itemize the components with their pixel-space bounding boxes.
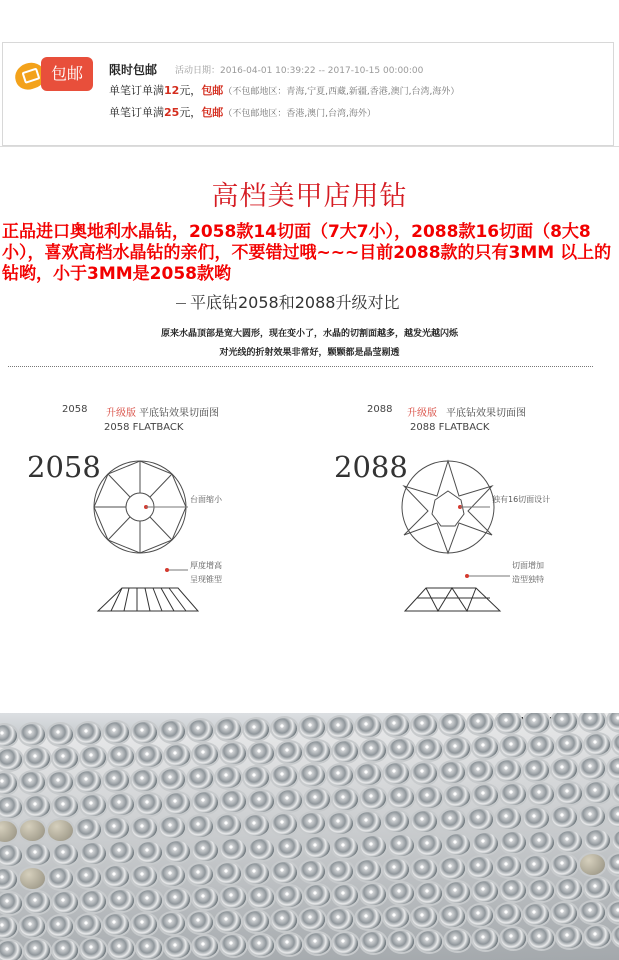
crystal-stone bbox=[417, 835, 442, 856]
rule-suffix: 元， bbox=[179, 106, 202, 119]
crystal-stone bbox=[557, 831, 582, 852]
crystal-stone bbox=[417, 931, 442, 952]
crystal-stone bbox=[361, 740, 386, 761]
crystal-stone bbox=[468, 905, 493, 926]
crystal-stone bbox=[328, 909, 353, 930]
crystal-stone bbox=[48, 772, 73, 793]
rule-note: （不包邮地区：青海,宁夏,西藏,新疆,香港,澳门,台湾,海外） bbox=[223, 87, 460, 97]
crystal-stone bbox=[552, 903, 577, 924]
crystal-stone bbox=[53, 748, 78, 769]
crystal-stone bbox=[81, 843, 106, 864]
crystal-stone bbox=[244, 815, 269, 836]
crystal-stone bbox=[160, 817, 185, 838]
crystal-stone bbox=[333, 789, 358, 810]
diagram-caption: 平底钻效果切面图 bbox=[446, 408, 526, 419]
crystal-stone bbox=[277, 742, 302, 763]
heading-mark bbox=[176, 303, 186, 304]
crystal-stone bbox=[445, 786, 470, 807]
rule-prefix: 单笔订单满 bbox=[109, 84, 164, 97]
crystal-stone bbox=[356, 764, 381, 785]
crystal-stone bbox=[193, 792, 218, 813]
crystal-stone bbox=[160, 865, 185, 886]
crystal-stone bbox=[445, 882, 470, 903]
crystal-stone bbox=[193, 840, 218, 861]
crystal-stone bbox=[529, 928, 554, 949]
crystal-stone bbox=[333, 837, 358, 858]
crystal-stone bbox=[249, 791, 274, 812]
crystal-stone bbox=[53, 796, 78, 817]
rule-suffix: 元， bbox=[179, 84, 202, 97]
crystal-stone bbox=[249, 839, 274, 860]
crystal-cut-diagrams bbox=[0, 390, 619, 635]
crystal-stone bbox=[81, 891, 106, 912]
diagram-code-small: 2058 bbox=[62, 404, 88, 415]
crystal-stone bbox=[473, 785, 498, 806]
crystal-stone bbox=[356, 908, 381, 929]
crystal-stone bbox=[328, 717, 353, 738]
crystal-stone bbox=[440, 810, 465, 831]
diagram-code-small: 2088 bbox=[367, 404, 393, 415]
crystal-stone bbox=[137, 842, 162, 863]
crystal-stone bbox=[333, 885, 358, 906]
diagram-note-3: 呈现锥型 bbox=[190, 575, 222, 584]
diagram-note-2: 切面增加 bbox=[512, 561, 544, 570]
crystal-stone bbox=[473, 929, 498, 950]
comparison-heading bbox=[176, 290, 468, 313]
crystal-stone bbox=[552, 855, 577, 876]
crystal-stone bbox=[188, 720, 213, 741]
crystal-stone bbox=[445, 834, 470, 855]
comparison-heading-text: 平底钻2058和2088升级对比 bbox=[190, 293, 400, 312]
crystal-stone bbox=[76, 915, 101, 936]
crystal-stone bbox=[333, 741, 358, 762]
crystal-stone bbox=[81, 747, 106, 768]
crystal-stone bbox=[557, 927, 582, 948]
promo-date: 活动日期：2016-04-01 10:39:22 -- 2017-10-15 00:00:00 bbox=[175, 66, 424, 76]
red-pointer-dot bbox=[165, 568, 169, 572]
crystal-stone bbox=[249, 743, 274, 764]
diagram-note-2: 厚度增高 bbox=[190, 561, 222, 570]
crystal-stone bbox=[412, 811, 437, 832]
diagram-note-3: 造型独特 bbox=[512, 575, 544, 584]
crystal-stone bbox=[440, 906, 465, 927]
crystal-stone bbox=[272, 814, 297, 835]
crystal-stone bbox=[473, 737, 498, 758]
crystal-stone bbox=[76, 771, 101, 792]
crystal-2088-side-view bbox=[405, 588, 500, 611]
crystal-stone bbox=[132, 866, 157, 887]
crystal-stone bbox=[76, 867, 101, 888]
crystal-stone bbox=[188, 768, 213, 789]
crystal-product-photo bbox=[0, 713, 619, 960]
crystal-stone bbox=[53, 844, 78, 865]
crystal-stone bbox=[48, 916, 73, 937]
crystal-stone bbox=[445, 738, 470, 759]
crystal-stone bbox=[160, 721, 185, 742]
comparison-description-1: 原来水晶顶部是宽大圆形，现在变小了，水晶的切割面越多，越发光越闪烁 bbox=[160, 329, 458, 339]
crystal-stone bbox=[468, 857, 493, 878]
crystal-stone bbox=[333, 933, 358, 954]
crystal-stone bbox=[165, 793, 190, 814]
product-description: 正品进口奥地利水晶钻，2058款14切面（7大7小），2088款16切面（8大8小），喜欢高档水晶钻的亲们，不要错过哦~~~目前2088款的只有3MM 以上的钻哟，小于3MM是2058款哟 bbox=[2, 222, 612, 284]
free-shipping-badge bbox=[15, 57, 93, 91]
crystal-stone bbox=[249, 935, 274, 956]
crystal-stone bbox=[328, 861, 353, 882]
rule-note: （不包邮地区：香港,澳门,台湾,海外） bbox=[223, 109, 376, 119]
crystal-stone bbox=[137, 794, 162, 815]
flatback-label: 2088 FLATBACK bbox=[410, 422, 490, 433]
crystal-stone bbox=[277, 790, 302, 811]
dotted-divider bbox=[8, 366, 593, 367]
rule-amount: 12 bbox=[164, 84, 180, 97]
badge-label: 包邮 bbox=[41, 57, 93, 91]
upgrade-label: 升级版 bbox=[106, 408, 136, 419]
crystal-stone bbox=[165, 745, 190, 766]
crystal-stone bbox=[361, 836, 386, 857]
crystal-stone bbox=[165, 841, 190, 862]
crystal-stone bbox=[473, 881, 498, 902]
crystal-stone bbox=[440, 858, 465, 879]
upgrade-label: 升级版 bbox=[407, 408, 437, 419]
crystal-stone bbox=[132, 914, 157, 935]
crystal-stone bbox=[188, 912, 213, 933]
crystal-stone bbox=[160, 769, 185, 790]
red-pointer-dot bbox=[465, 574, 469, 578]
crystal-stone bbox=[137, 746, 162, 767]
crystal-stone bbox=[137, 938, 162, 959]
crystal-stone bbox=[193, 744, 218, 765]
crystal-stone bbox=[132, 770, 157, 791]
rule-free: 包邮 bbox=[201, 106, 224, 119]
crystal-stone bbox=[272, 862, 297, 883]
crystal-stone bbox=[417, 787, 442, 808]
crystal-stone bbox=[529, 784, 554, 805]
crystal-stone bbox=[188, 864, 213, 885]
crystal-stone bbox=[361, 884, 386, 905]
crystal-stone bbox=[48, 868, 73, 889]
diagram-note-1: 台面缩小 bbox=[190, 495, 222, 504]
diagram-caption: 平底钻效果切面图 bbox=[139, 408, 219, 419]
crystal-stone bbox=[356, 716, 381, 737]
crystal-stone bbox=[328, 765, 353, 786]
product-title: 高档美甲店用钻 bbox=[211, 181, 408, 212]
rule-free: 包邮 bbox=[201, 84, 224, 97]
crystal-stone bbox=[356, 812, 381, 833]
crystal-stone bbox=[188, 816, 213, 837]
crystal-stone bbox=[529, 832, 554, 853]
crystal-stone bbox=[53, 940, 78, 960]
large-code-label: 2088 bbox=[334, 450, 408, 484]
diagram-note-1: 独有16切面设计 bbox=[492, 495, 551, 504]
comparison-description-2: 对光线的折射效果非常好，颗颗都是晶莹剔透 bbox=[219, 348, 400, 358]
rule-prefix: 单笔订单满 bbox=[109, 106, 164, 119]
crystal-stone bbox=[440, 714, 465, 735]
crystal-stone bbox=[440, 762, 465, 783]
crystal-stone bbox=[193, 936, 218, 957]
crystal-stone bbox=[524, 856, 549, 877]
crystal-stone bbox=[552, 759, 577, 780]
crystal-stone bbox=[356, 860, 381, 881]
shipping-rule-1 bbox=[109, 82, 459, 98]
crystal-stone bbox=[165, 889, 190, 910]
crystal-stone bbox=[277, 886, 302, 907]
crystal-stone bbox=[249, 887, 274, 908]
crystal-2058-side-view bbox=[98, 588, 198, 611]
crystal-stone bbox=[557, 879, 582, 900]
crystal-stone bbox=[48, 724, 73, 745]
crystal-stone bbox=[468, 761, 493, 782]
crystal-stone bbox=[76, 723, 101, 744]
crystal-stone bbox=[529, 736, 554, 757]
crystal-stone bbox=[468, 713, 493, 734]
crystal-stone bbox=[165, 937, 190, 958]
crystal-stone bbox=[552, 807, 577, 828]
crystal-stone bbox=[468, 809, 493, 830]
crystal-stone bbox=[53, 892, 78, 913]
shipping-rule-2 bbox=[109, 104, 376, 120]
crystal-stone bbox=[132, 818, 157, 839]
crystal-stone bbox=[361, 932, 386, 953]
crystal-stone bbox=[132, 722, 157, 743]
crystal-stone bbox=[524, 760, 549, 781]
crystal-stone bbox=[244, 911, 269, 932]
promo-title: 限时包邮 bbox=[109, 63, 158, 77]
crystal-stone bbox=[25, 940, 50, 960]
crystal-stone bbox=[0, 941, 22, 960]
large-code-label: 2058 bbox=[27, 450, 101, 484]
crystal-stone bbox=[193, 888, 218, 909]
crystal-stone bbox=[76, 819, 101, 840]
crystal-stone bbox=[412, 715, 437, 736]
crystal-stone bbox=[328, 813, 353, 834]
crystal-stone bbox=[417, 883, 442, 904]
crystal-stone bbox=[244, 719, 269, 740]
crystal-stone bbox=[412, 907, 437, 928]
crystal-stone bbox=[160, 913, 185, 934]
crystal-stone bbox=[81, 939, 106, 960]
crystal-stone bbox=[244, 767, 269, 788]
crystal-stone bbox=[524, 808, 549, 829]
flatback-label: 2058 FLATBACK bbox=[104, 422, 184, 433]
crystal-stone bbox=[244, 863, 269, 884]
crystal-stone bbox=[277, 934, 302, 955]
section-divider bbox=[0, 146, 619, 147]
rule-amount: 25 bbox=[164, 106, 180, 119]
promo-banner bbox=[2, 42, 614, 146]
crystal-stone bbox=[473, 833, 498, 854]
crystal-stone bbox=[272, 766, 297, 787]
crystal-stone bbox=[81, 795, 106, 816]
crystal-stone bbox=[48, 820, 73, 841]
crystal-stone bbox=[272, 718, 297, 739]
crystal-stone bbox=[524, 904, 549, 925]
crystal-stone bbox=[361, 788, 386, 809]
crystal-stone bbox=[272, 910, 297, 931]
crystal-stone bbox=[277, 838, 302, 859]
crystal-stone bbox=[524, 713, 549, 733]
crystal-stone bbox=[412, 763, 437, 784]
crystal-stone bbox=[445, 930, 470, 951]
crystal-stone bbox=[417, 739, 442, 760]
crystal-stone bbox=[557, 735, 582, 756]
crystal-stone bbox=[557, 783, 582, 804]
crystal-stone bbox=[529, 880, 554, 901]
crystal-stone bbox=[412, 859, 437, 880]
crystal-stone bbox=[137, 890, 162, 911]
